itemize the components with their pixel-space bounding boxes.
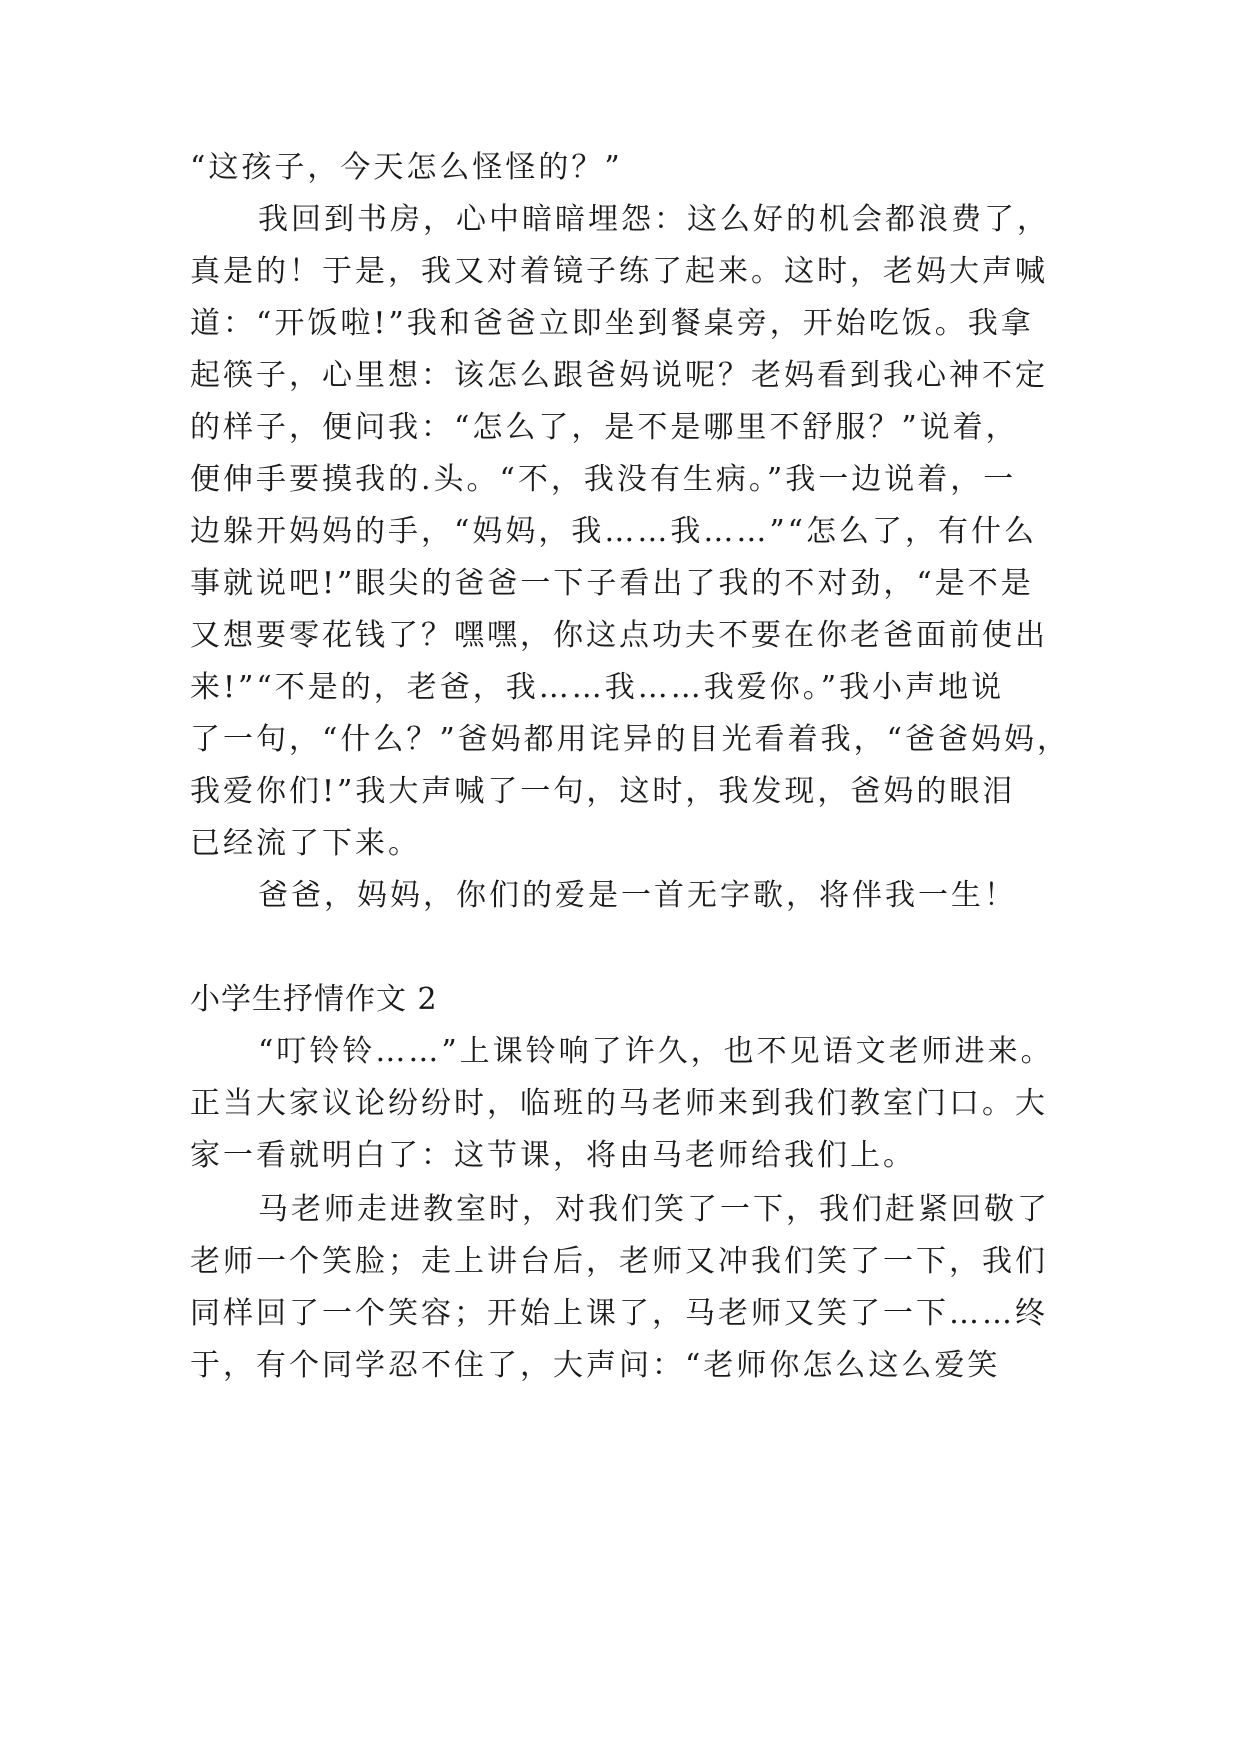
text-line: “叮铃铃……”上课铃响了许久，也不见语文老师进来。: [258, 1034, 1054, 1069]
text-line: 边躲开妈妈的手，“妈妈，我……我……”“怎么了，有什么: [190, 514, 1038, 549]
text-line: 便伸手要摸我的.头。“不，我没有生病。”我一边说着，一: [190, 462, 1017, 497]
text-line: 来!”“不是的，老爸，我……我……我爱你。”我小声地说: [190, 670, 1005, 705]
text-line: 马老师走进教室时，对我们笑了一下，我们赶紧回敬了: [258, 1192, 1050, 1227]
text-line: 道：“开饭啦!”我和爸爸立即坐到餐桌旁，开始吃饭。我拿: [190, 306, 1034, 341]
opening-line: “这孩子，今天怎么怪怪的？”: [190, 150, 623, 185]
text-line: 又想要零花钱了？嘿嘿，你这点功夫不要在你老爸面前使出: [190, 618, 1048, 653]
text-line: 起筷子，心里想：该怎么跟爸妈说呢？老妈看到我心神不定: [190, 358, 1048, 393]
text-line: 于，有个同学忍不住了，大声问：“老师你怎么这么爱笑: [190, 1348, 1001, 1383]
text-line: 我爱你们!”我大声喊了一句，这时，我发现，爸妈的眼泪: [190, 774, 1016, 809]
closing-line: 爸爸，妈妈，你们的爱是一首无字歌，将伴我一生！: [258, 878, 1017, 913]
section-title: 小学生抒情作文 2: [190, 982, 438, 1017]
text-line: 同样回了一个笑容；开始上课了，马老师又笑了一下……终: [190, 1296, 1048, 1331]
text-line: 老师一个笑脸；走上讲台后，老师又冲我们笑了一下，我们: [190, 1244, 1048, 1279]
text-line: 正当大家议论纷纷时，临班的马老师来到我们教室门口。大: [190, 1086, 1048, 1121]
text-line: 我回到书房，心中暗暗埋怨：这么好的机会都浪费了，: [258, 202, 1050, 237]
text-line: 了一句，“什么？”爸妈都用诧异的目光看着我，“爸爸妈妈，: [190, 722, 1071, 757]
text-line: 事就说吧!”眼尖的爸爸一下子看出了我的不对劲，“是不是: [190, 566, 1034, 601]
text-line: 已经流了下来。: [190, 826, 421, 861]
text-line: 家一看就明白了：这节课，将由马老师给我们上。: [190, 1138, 916, 1173]
text-line: 真是的！于是，我又对着镜子练了起来。这时，老妈大声喊: [190, 254, 1048, 289]
text-line: 的样子，便问我：“怎么了，是不是哪里不舒服？”说着，: [190, 410, 1019, 445]
